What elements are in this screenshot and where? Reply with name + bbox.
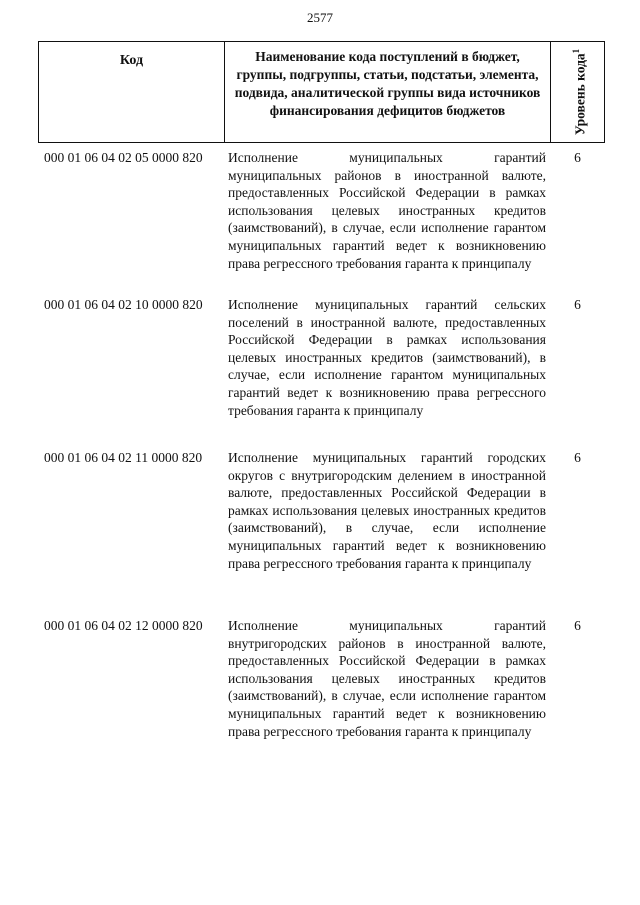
table-row [38,149,605,296]
table-row [38,449,605,617]
row-name: Исполнение муниципальных гарантий городских округов с внутригородским делением в иностранной валюте, предоставленных Российской Федерации в рамках использования целевых иностранных кредитов (заимствований), в случае, если исполнение муниципальных гарантий ведет к возникновению права регрессного требования гаранта к принципалу [228,450,546,571]
header-code: Код [39,42,225,142]
row-code: 000 01 06 04 02 12 0000 820 [44,618,203,633]
page-number: 2577 [307,10,333,25]
row-code: 000 01 06 04 02 11 0000 820 [44,450,203,465]
header-name: Наименование кода поступлений в бюджет, группы, подгруппы, статьи, подстатьи, элемента, подвида, аналитической группы вида источников финансирования дефицитов бюджетов [225,42,551,142]
row-name: Исполнение муниципальных гарантий муниципальных районов в иностранной валюте, предоставленных Российской Федерации в рамках использования целевых иностранных кредитов (заимствований), в случае, если исполнение гарантом муниципальных гарантий ведет к возникновению права регрессного требования гаранта к принципалу [228,150,546,271]
header-level-footnote: 1 [570,48,581,54]
table-body [38,149,605,740]
header-level-label [568,49,587,135]
row-code: 000 01 06 04 02 10 0000 820 [44,297,203,312]
row-level: 6 [574,618,581,633]
table-header [38,41,605,143]
header-level-text: Уровень кода [571,53,587,136]
row-name: Исполнение муниципальных гарантий внутригородских районов в иностранной валюте, предоставленных Российской Федерации в рамках использования целевых иностранных кредитов (заимствований), в случае, если исполнение гарантом муниципальных гарантий ведет к возникновению права регрессного требования гаранта к принципалу [228,618,546,739]
row-name: Исполнение муниципальных гарантий сельских поселений в иностранной валюте, предоставленных Российской Федерации в рамках использования целевых иностранных кредитов (заимствований), в случае, если исполнение гарантом муниципальных гарантий ведет к возникновению права регрессного требования гаранта к принципалу [228,297,546,418]
row-level: 6 [574,297,581,312]
table-row [38,617,605,740]
row-code: 000 01 06 04 02 05 0000 820 [44,150,203,165]
row-level: 6 [574,450,581,465]
row-level: 6 [574,150,581,165]
table-row [38,296,605,449]
header-level [551,42,604,142]
